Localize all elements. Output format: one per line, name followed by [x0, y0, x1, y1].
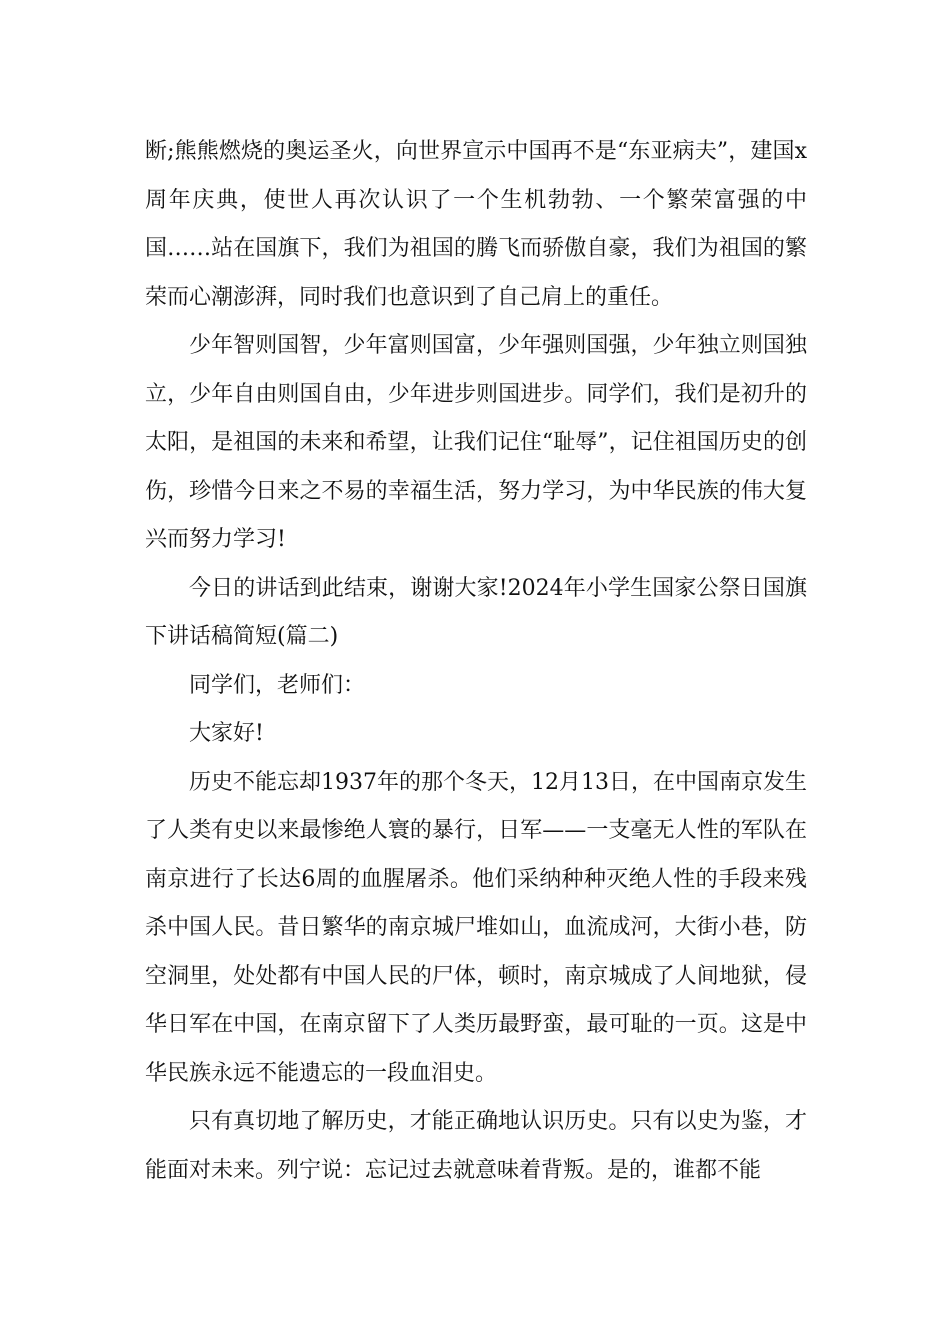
- paragraph-salutation: 同学们，老师们：: [189, 672, 366, 698]
- document-body: [145, 128, 807, 1195]
- paragraph-greeting: 大家好!: [189, 721, 264, 746]
- paragraph-lesson: 只有真切地了解历史，才能正确地认识历史。只有以史为鉴，才能面对未来。列宁说：忘记过去就意味着背叛。是的，谁都不能: [145, 1109, 807, 1183]
- paragraph-continuation: 断;熊熊燃烧的奥运圣火，向世界宣示中国再不是“东亚病夫”，建国x周年庆典，使世人再次认识了一个生机勃勃、一个繁荣富强的中国……站在国旗下，我们为祖国的腾飞而骄傲自豪，我们为祖国的繁荣而心潮澎湃，同时我们也意识到了自己肩上的重任。: [145, 139, 807, 310]
- paragraph-history: 历史不能忘却1937年的那个冬天，12月13日，在中国南京发生了人类有史以来最惨绝人寰的暴行，日军——一支毫无人性的军队在南京进行了长达6周的血腥屠杀。他们采纳种种灭绝人性的手段来残杀中国人民。昔日繁华的南京城尸堆如山，血流成河，大街小巷，防空洞里，处处都有中国人民的尸体，顿时，南京城成了人间地狱，侵华日军在中国，在南京留下了人类历最野蛮，最可耻的一页。这是中华民族永远不能遗忘的一段血泪史。: [145, 769, 807, 1086]
- paragraph-closing-and-title: 今日的讲话到此结束，谢谢大家!2024年小学生国家公祭日国旗下讲话稿简短(篇二): [145, 575, 807, 649]
- paragraph-youth: 少年智则国智，少年富则国富，少年强则国强，少年独立则国独立，少年自由则国自由，少年进步则国进步。同学们，我们是初升的太阳，是祖国的未来和希望，让我们记住“耻辱”，记住祖国历史的创伤，珍惜今日来之不易的幸福生活，努力学习，为中华民族的伟大复兴而努力学习!: [145, 333, 807, 552]
